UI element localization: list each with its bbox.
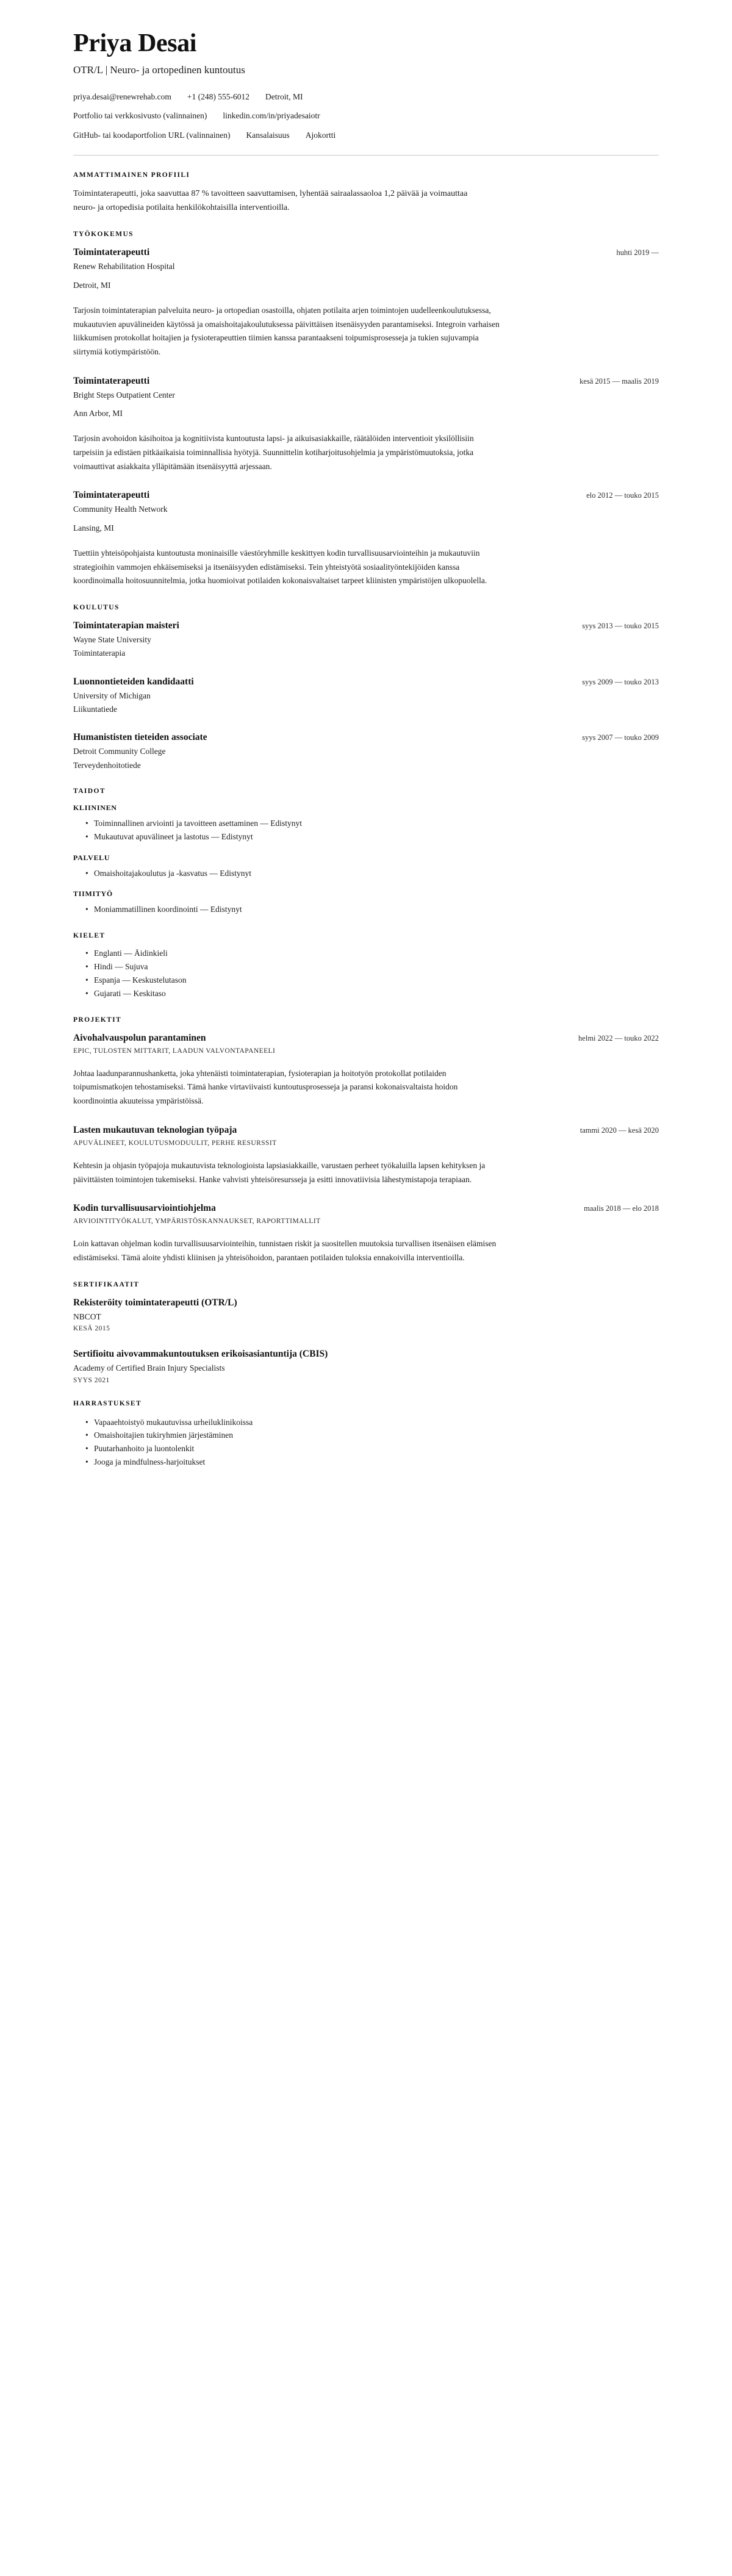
- certifications-list: [73, 1297, 659, 1384]
- contact-row-1: [73, 91, 659, 103]
- candidate-headline: OTR/L | Neuro- ja ortopedinen kuntoutus: [73, 64, 245, 76]
- skill-group-title: KLIININEN: [73, 803, 117, 812]
- citizenship-text: Kansalaisuus: [246, 130, 290, 140]
- section-education: [73, 604, 659, 772]
- experience-entry: [73, 246, 659, 359]
- certification-issuer: Academy of Certified Brain Injury Specialists: [73, 1363, 225, 1373]
- section-title-profile: AMMATTIMAINEN PROFIILI: [73, 171, 190, 179]
- language-item: • Gujarati — Keskitaso: [85, 987, 659, 1000]
- projects-list: [73, 1032, 659, 1265]
- certification-title: Sertifioitu aivovammakuntoutuksen erikoisasiantuntija (CBIS): [73, 1349, 328, 1360]
- experience-entry: [73, 489, 659, 588]
- hobby-item: • Omaishoitajien tukiryhmien järjestäminen: [85, 1429, 659, 1442]
- skill-group: [73, 853, 659, 880]
- entry-header: [73, 246, 659, 259]
- skill-item: • Omaishoitajakoulutus ja -kasvatus — Edistynyt: [85, 867, 659, 880]
- section-title-hobbies: HARRASTUKSET: [73, 1399, 142, 1407]
- job-dates: kesä 2015 — maalis 2019: [580, 376, 659, 386]
- degree-title: Toimintaterapian maisteri: [73, 620, 179, 631]
- job-location: Ann Arbor, MI: [73, 408, 123, 418]
- entry-header: [73, 489, 659, 501]
- header-divider: [73, 155, 659, 156]
- section-title-certifications: SERTIFIKAATIT: [73, 1280, 140, 1288]
- job-location: Lansing, MI: [73, 523, 114, 533]
- project-title: Kodin turvallisuusarviointiohjelma: [73, 1203, 216, 1214]
- phone-text: +1 (248) 555-6012: [187, 92, 249, 102]
- project-tags: ARVIOINTITYÖKALUT, YMPÄRISTÖSKANNAUKSET, RAPORTTIMALLIT: [73, 1218, 321, 1225]
- certification-date: SYYS 2021: [73, 1376, 110, 1384]
- job-title: Toimintaterapeutti: [73, 247, 150, 258]
- section-languages: [73, 932, 659, 1000]
- resume-header: [73, 29, 659, 142]
- skills-list: [73, 803, 659, 916]
- education-entry: [73, 620, 659, 660]
- entry-header: [73, 1202, 659, 1214]
- entry-header: [73, 375, 659, 387]
- entry-header: [73, 1124, 659, 1136]
- project-description: Loin kattavan ohjelman kodin turvallisuusarviointeihin, tunnistaen riskit ja suositellen muutoksia turvallisen itsenäisen elämisen edistämiseksi. Tämä aloite yhdisti kliinisen ja yhteisöhoidon, parantaen potilaiden tuloksia ennakoivilla interventioilla.: [73, 1239, 497, 1263]
- section-title-skills: TAIDOT: [73, 787, 106, 795]
- education-list: [73, 620, 659, 772]
- job-location: Detroit, MI: [73, 280, 111, 290]
- skill-item: • Mukautuvat apuvälineet ja lastotus — Edistynyt: [85, 830, 659, 844]
- section-title-experience: TYÖKOKEMUS: [73, 231, 134, 239]
- project-entry: [73, 1202, 659, 1265]
- education-entry: [73, 731, 659, 772]
- section-profile: [73, 171, 659, 215]
- degree-title: Humanististen tieteiden associate: [73, 732, 207, 743]
- school-name: University of Michigan: [73, 691, 151, 700]
- entry-header: [73, 676, 659, 688]
- field-of-study: Liikuntatiede: [73, 704, 117, 714]
- certification-issuer: NBCOT: [73, 1311, 101, 1321]
- skill-item-list: [73, 817, 659, 844]
- experience-entry: [73, 375, 659, 474]
- skill-item-list: [73, 867, 659, 880]
- certification-entry: [73, 1297, 659, 1332]
- portfolio-text: Portfolio tai verkkosivusto (valinnainen): [73, 111, 207, 121]
- job-description: Tarjosin toimintaterapian palveluita neuro- ja ortopedian osastoilla, ohjaten potilaita arjen toimintojen uudelleenkoulutuksessa, mukautuvien apuvälineiden käytössä ja omaishoitajakoulutuksessa päivittäisen itsenäisyyden parantamiseksi. Integroin varhaisen liikkumisen protokollat hoitajien ja fysioterapeuttien tiimien kanssa parantaakseni toipumisprosesseja ja tukien sujuvampia siirtymiä kotiympäristöön.: [73, 305, 500, 356]
- section-title-projects: PROJEKTIT: [73, 1016, 122, 1024]
- skill-group: [73, 889, 659, 916]
- skill-item: • Moniammatillinen koordinointi — Edistynyt: [85, 903, 659, 916]
- project-dates: maalis 2018 — elo 2018: [584, 1204, 659, 1213]
- entry-header: [73, 1032, 659, 1044]
- job-title: Toimintaterapeutti: [73, 490, 150, 501]
- section-title-education: KOULUTUS: [73, 603, 120, 611]
- language-item: • Englanti — Äidinkieli: [85, 947, 659, 960]
- school-name: Detroit Community College: [73, 747, 166, 756]
- skill-group: [73, 803, 659, 844]
- experience-list: [73, 246, 659, 588]
- project-tags: EPIC, TULOSTEN MITTARIT, LAADUN VALVONTAPANEELI: [73, 1047, 276, 1055]
- certification-title: Rekisteröity toimintaterapeutti (OTR/L): [73, 1297, 237, 1308]
- entry-header: [73, 620, 659, 632]
- project-entry: [73, 1124, 659, 1186]
- candidate-name: Priya Desai: [73, 29, 197, 57]
- job-dates: elo 2012 — touko 2015: [586, 491, 659, 500]
- field-of-study: Terveydenhoitotiede: [73, 760, 141, 770]
- project-dates: tammi 2020 — kesä 2020: [580, 1125, 659, 1135]
- degree-dates: syys 2013 — touko 2015: [582, 621, 659, 630]
- job-title: Toimintaterapeutti: [73, 375, 150, 386]
- project-description: Kehtesin ja ohjasin työpajoja mukautuvista teknologioista lapsiasiakkaille, varustaen perheet työkaluilla lapsen kehityksen ja päivittäisten toimintojen tukemiseksi. Hanke vahvisti yhteisöresursseja ja esitti innovatiivisia lähestymistapoja terapiaan.: [73, 1160, 486, 1184]
- project-tags: APUVÄLINEET, KOULUTUSMODUULIT, PERHE RESURSSIT: [73, 1139, 277, 1147]
- language-item: • Hindi — Sujuva: [85, 960, 659, 974]
- project-title: Lasten mukautuvan teknologian työpaja: [73, 1124, 237, 1135]
- section-projects: [73, 1016, 659, 1265]
- field-of-study: Toimintaterapia: [73, 648, 126, 658]
- project-dates: helmi 2022 — touko 2022: [578, 1033, 659, 1042]
- email-text: priya.desai@renewrehab.com: [73, 92, 171, 102]
- project-title: Aivohalvauspolun parantaminen: [73, 1032, 206, 1043]
- linkedin-text: linkedin.com/in/priyadesaiotr: [223, 111, 320, 121]
- language-item: • Espanja — Keskustelutason: [85, 974, 659, 987]
- degree-dates: syys 2007 — touko 2009: [582, 733, 659, 742]
- project-entry: [73, 1032, 659, 1108]
- hobby-item: • Puutarhanhoito ja luontolenkit: [85, 1442, 659, 1455]
- job-description: Tuettiin yhteisöpohjaista kuntoutusta moninaisille väestöryhmille keskittyen kodin turvallisuusarviointeihin ja mukautuviin strategioihin vammojen ehkäisemiseksi ja itsenäisyyden edistämiseksi. Tein yhteistyötä sosiaalityöntekijöiden kanssa koordinoimalla hoitosuunnitelmia, jotka huomioivat potilaiden kokonaisvaltaiset tarpeet kliinisten ympäristöjen ulkopuolella.: [73, 548, 487, 586]
- location-text: Detroit, MI: [265, 92, 303, 102]
- hobby-item: • Vapaaehtoistyö mukautuvissa urheiluklinikoissa: [85, 1416, 659, 1429]
- languages-list: [73, 947, 659, 1000]
- project-description: Johtaa laadunparannushanketta, joka yhtenäisti toimintaterapian, fysioterapian ja hoitotyön protokollat potilaiden toipumismatkojen tehostamiseksi. Tämä hanke virtaviivaisti kuntoutusprosesseja ja paransi kokonaisvaltaista hoidon koordinointia akuuteissa ympäristöissä.: [73, 1068, 458, 1106]
- school-name: Wayne State University: [73, 635, 151, 644]
- degree-dates: syys 2009 — touko 2013: [582, 677, 659, 686]
- driving-licence-text: Ajokortti: [305, 130, 336, 140]
- certification-date: KESÄ 2015: [73, 1325, 110, 1333]
- section-hobbies: [73, 1400, 659, 1469]
- job-description: Tarjosin avohoidon käsihoitoa ja kognitiivista kuntoutusta lapsi- ja aikuisasiakkaille, räätälöiden interventioit yksilöllisiin tarpeisiin ja edistäen pitkäaikaisia toiminnallisia hyötyjä. Suunnittelin kotiharjoitusohjelmia ja ympäristömuutoksia, jotka voimauttivat asiakkaita ylläpitämään itsenäisyyttä arjessaan.: [73, 434, 474, 471]
- section-certifications: [73, 1281, 659, 1384]
- job-organization: Renew Rehabilitation Hospital: [73, 262, 175, 271]
- section-skills: [73, 788, 659, 916]
- github-text: GitHub- tai koodaportfolion URL (valinnainen): [73, 130, 231, 140]
- skill-item-list: [73, 903, 659, 916]
- contact-row-2: [73, 110, 659, 122]
- profile-summary: Toimintaterapeutti, joka saavuttaa 87 % tavoitteen saavuttamisen, lyhentää sairaalassaoloa 1,2 päivää ja voimauttaa neuro- ja ortopedisia potilaita henkilökohtaisilla interventioilla.: [73, 188, 468, 212]
- contact-row-3: [73, 129, 659, 142]
- job-dates: huhti 2019 —: [616, 248, 659, 257]
- skill-item: • Toiminnallinen arviointi ja tavoitteen asettaminen — Edistynyt: [85, 817, 659, 830]
- job-organization: Community Health Network: [73, 504, 168, 514]
- skill-group-title: TIIMITYÖ: [73, 889, 113, 899]
- section-experience: [73, 231, 659, 588]
- skill-group-title: PALVELU: [73, 853, 110, 862]
- hobby-item: • Jooga ja mindfulness-harjoitukset: [85, 1455, 659, 1469]
- section-title-languages: KIELET: [73, 932, 106, 940]
- degree-title: Luonnontieteiden kandidaatti: [73, 676, 194, 687]
- hobbies-list: [73, 1416, 659, 1469]
- job-organization: Bright Steps Outpatient Center: [73, 390, 175, 400]
- education-entry: [73, 676, 659, 716]
- entry-header: [73, 731, 659, 744]
- certification-entry: [73, 1348, 659, 1383]
